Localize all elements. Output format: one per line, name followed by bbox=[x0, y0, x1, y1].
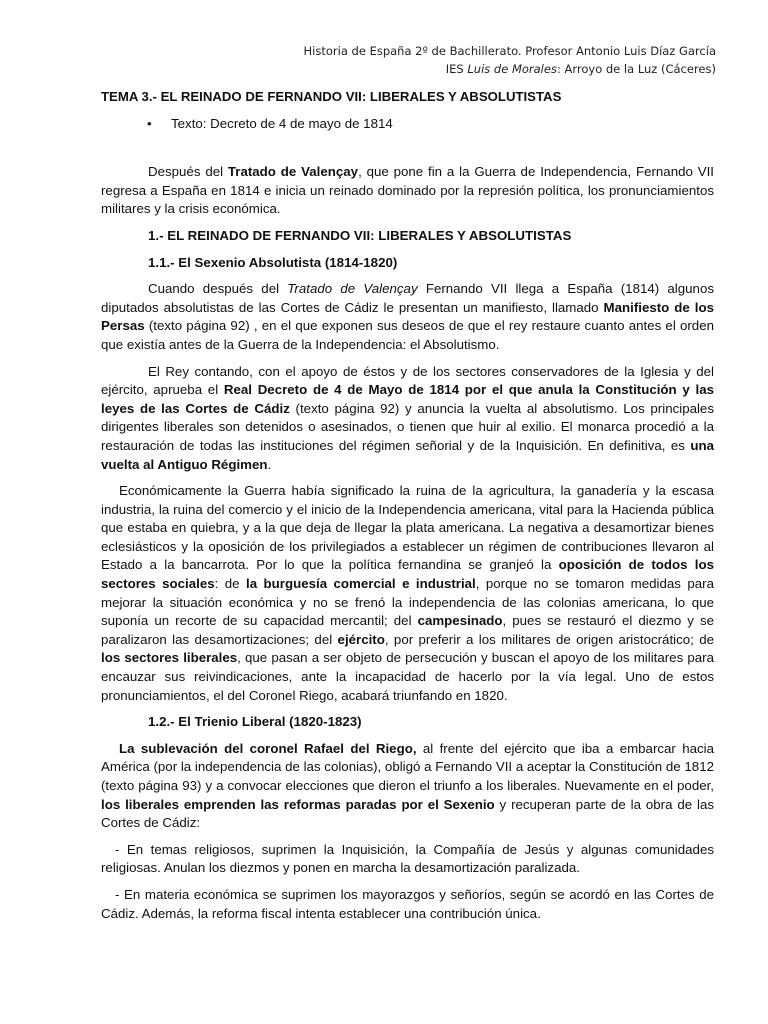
page-header bbox=[304, 42, 716, 78]
section-heading-1-2: 1.2.- El Trienio Liberal (1820-1823) bbox=[148, 714, 362, 730]
bullet-icon: • bbox=[147, 115, 152, 131]
bullet-item bbox=[101, 115, 714, 134]
intro-paragraph: Después del Tratado de Valençay, que pone fin a la Guerra de Independencia, Fernando VII regresa a España en 1814 e inicia un reinado dominado por la represión política, los pronunciamientos militares y la crisis económica. bbox=[101, 164, 714, 217]
header-line-2: IES Luis de Morales: Arroyo de la Luz (Cáceres) bbox=[445, 62, 716, 76]
paragraph-decreto: El Rey contando, con el apoyo de éstos y de los sectores conservadores de la Iglesia y del ejército, aprueba el Real Decreto de 4 de Mayo de 1814 por el que anula la Constitución y las leyes de las Cortes de Cádiz (texto página 92) y anuncia la vuelta al absolutismo. Los principales dirigentes liberales son detenidos o asesinados, o tienen que huir al exilio. El monarca procedió a la restauración de todas las instituciones del régimen señorial y de la Inquisición. En definitiva, es una vuelta al Antiguo Régimen. bbox=[101, 363, 714, 472]
school-name: Luis de Morales bbox=[467, 62, 557, 76]
paragraph-economia-reformas: - En materia económica se suprimen los mayorazgos y señoríos, según se acordó en las Cortes de Cádiz. Además, la reforma fiscal intenta establecer una contribución única. bbox=[101, 886, 714, 921]
paragraph-manifiesto: Cuando después del Tratado de Valençay Fernando VII llega a España (1814) algunos diputados absolutistas de las Cortes de Cádiz le presentan un manifiesto, llamado Manifiesto de los Persas (texto página 92) , en el que exponen sus deseos de que el rey restaure cuanto antes el orden que existía antes de la Guerra de la Independencia: el Absolutismo. bbox=[101, 281, 714, 352]
bullet-text: Texto: Decreto de 4 de mayo de 1814 bbox=[171, 115, 393, 131]
paragraph-economia: Económicamente la Guerra había significado la ruina de la agricultura, la ganadería y la escasa industria, la ruina del comercio y el inicio de la Independencia americana, vital para la Hacienda pública que estaba en quiebra, y a la que deja de llegar la plata americana. La negativa a desamortizar bienes eclesiásticos y la oposición de los privilegiados a establecer un régimen de contribuciones llevaron al Estado a la bancarrota. Por lo que la política fernandina se granjeó la oposición de todos los sectores sociales: de la burguesía comercial e industrial, porque no se tomaron medidas para mejorar la situación económica y no se frenó la independencia de las colonias americana, lo que suponía un recorte de su capacidad mercantil; del campesinado, pues se restauró el diezmo y se paralizaron las desamortizaciones; del ejército, por preferir a los militares de origen aristocrático; de los sectores liberales, que pasan a ser objeto de persecución y buscan el apoyo de los militares para encauzar sus reivindicaciones, ante la incapacidad de hacerlo por la vía legal. Uno de estos pronunciamientos, el del Coronel Riego, acabará triunfando en 1820. bbox=[101, 483, 715, 703]
header-line-1: Historia de España 2º de Bachillerato. Profesor Antonio Luis Díaz García bbox=[303, 44, 716, 58]
document-title: TEMA 3.- EL REINADO DE FERNANDO VII: LIBERALES Y ABSOLUTISTAS bbox=[101, 89, 562, 104]
paragraph-religion: - En temas religiosos, suprimen la Inquisición, la Compañía de Jesús y algunas comunidades religiosas. Anulan los diezmos y ponen en marcha la desamortización paralizada. bbox=[101, 841, 714, 876]
section-heading-1-1: 1.1.- El Sexenio Absolutista (1814-1820) bbox=[148, 254, 398, 270]
section-heading-1: 1.- EL REINADO DE FERNANDO VII: LIBERALES Y ABSOLUTISTAS bbox=[148, 227, 572, 243]
paragraph-riego: La sublevación del coronel Rafael del Riego, al frente del ejército que iba a embarcar hacia América (por la independencia de las colonias), obligó a Fernando VII a aceptar la Constitución de 1812 (texto página 93) y a convocar elecciones que dieron el triunfo a los liberales. Nuevamente en el poder, los liberales emprenden las reformas paradas por el Sexenio y recuperan parte de la obra de las Cortes de Cádiz: bbox=[101, 740, 715, 831]
document-body bbox=[101, 88, 714, 931]
